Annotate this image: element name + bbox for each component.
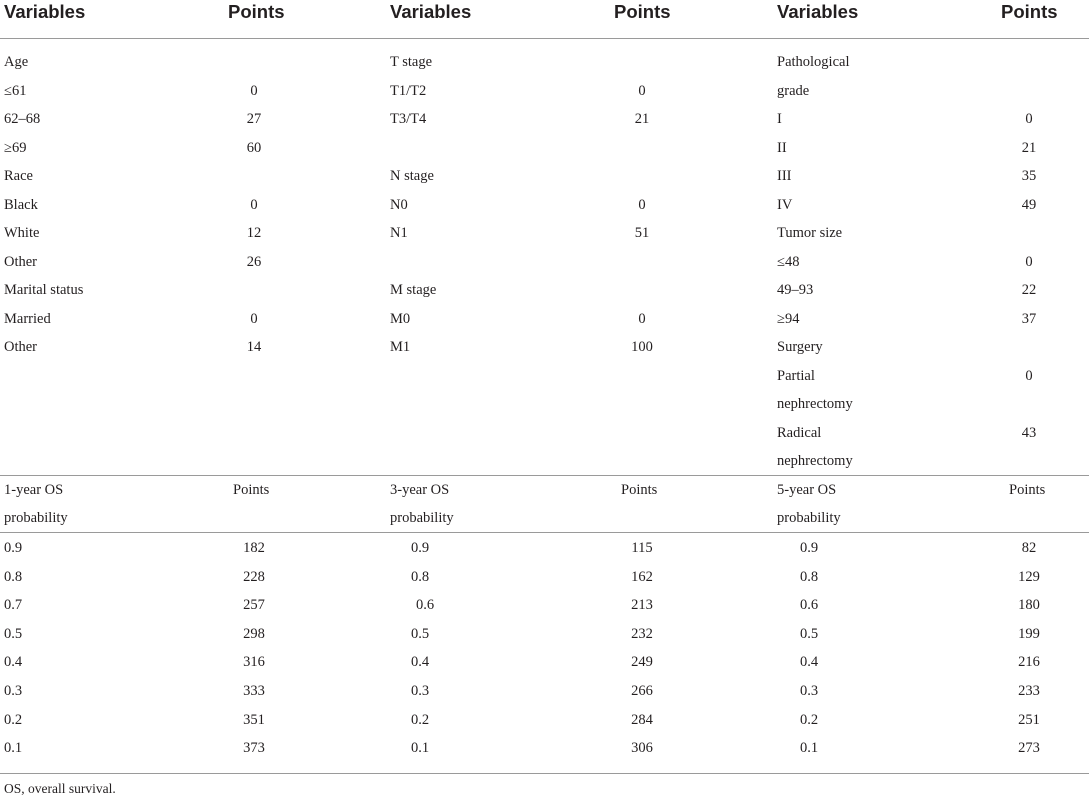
variable-points: 0 [250,311,258,327]
os5-probability: 0.8 [800,569,819,585]
variable-points: 12 [246,225,262,241]
os3-header-line2: probability [390,510,454,526]
os3-points: 232 [631,626,653,642]
header-points-1: Points [228,1,285,22]
os3-probability: 0.6 [416,597,435,613]
variable-points: 0 [1025,254,1033,270]
os1-probability: 0.1 [4,740,23,756]
variable-label: M stage [390,282,437,298]
variable-label: Radical [777,425,822,441]
variable-points: 49 [1021,197,1037,213]
header-points-3: Points [1001,1,1058,22]
os1-probability: 0.9 [4,540,23,556]
variable-label: Tumor size [777,225,843,241]
variable-label: T3/T4 [390,111,427,127]
os1-probability: 0.5 [4,626,23,642]
variable-points: 21 [1021,140,1037,156]
variable-label: III [777,168,792,184]
variable-label: T1/T2 [390,83,427,99]
variable-label: Race [4,168,33,184]
os1-points: 298 [243,626,265,642]
os1-probability: 0.3 [4,683,23,699]
variable-label: ≤48 [777,254,800,270]
variable-label: II [777,140,787,156]
variable-points: 0 [638,197,646,213]
os5-points: 82 [1021,540,1037,556]
variable-points: 37 [1021,311,1037,327]
header-variables-1: Variables [4,1,86,22]
os3-probability: 0.4 [411,654,430,670]
os3-points: 213 [631,597,653,613]
os5-points: 273 [1018,740,1040,756]
variable-points: 100 [631,339,653,355]
os1-probability: 0.7 [4,597,23,613]
variable-points: 21 [634,111,650,127]
os5-points: 251 [1018,712,1040,728]
variable-label: ≥94 [777,311,800,327]
variable-label: Other [4,339,38,355]
os1-probability: 0.8 [4,569,23,585]
os5-probability: 0.1 [800,740,819,756]
variable-label: ≤61 [4,83,27,99]
variable-points: 60 [246,140,262,156]
header-points-2: Points [614,1,671,22]
variable-label: N stage [390,168,434,184]
os1-header-line2: probability [4,510,68,526]
variable-points: 14 [246,339,262,355]
os3-header-points: Points [621,482,658,498]
variable-label: Age [4,54,29,70]
variable-points: 26 [246,254,262,270]
header-variables-2: Variables [390,1,472,22]
variable-label: Partial [777,368,815,384]
header-variables-3: Variables [777,1,859,22]
os3-probability: 0.3 [411,683,430,699]
variable-points: 27 [246,111,262,127]
variable-points: 22 [1021,282,1037,298]
os1-points: 257 [243,597,265,613]
variable-label: N1 [390,225,408,241]
os5-probability: 0.3 [800,683,819,699]
os5-points: 199 [1018,626,1040,642]
variable-label: Pathological [777,54,850,70]
variable-points: 0 [638,83,646,99]
os1-points: 316 [243,654,265,670]
variable-points: 0 [1025,111,1033,127]
variable-label: Married [4,311,51,327]
variable-label: IV [777,197,793,213]
os1-points: 373 [243,740,265,756]
variable-points: 51 [634,225,650,241]
os3-points: 266 [631,683,653,699]
os1-points: 182 [243,540,265,556]
os3-probability: 0.5 [411,626,430,642]
variable-label: nephrectomy [777,453,853,469]
os3-points: 162 [631,569,653,585]
os5-probability: 0.4 [800,654,819,670]
variable-label: grade [777,83,810,99]
variable-label: N0 [390,197,408,213]
os1-points: 228 [243,569,265,585]
os5-probability: 0.6 [800,597,819,613]
os3-probability: 0.2 [411,712,430,728]
variable-label: White [4,225,40,241]
variable-label: T stage [390,54,433,70]
variable-label: Other [4,254,38,270]
os3-probability: 0.1 [411,740,430,756]
os1-header-line1: 1-year OS [4,482,64,498]
variable-points: 0 [638,311,646,327]
os3-header-line1: 3-year OS [390,482,450,498]
os3-points: 249 [631,654,653,670]
variable-points: 0 [250,83,258,99]
os5-points: 233 [1018,683,1040,699]
variable-points: 35 [1021,168,1037,184]
os5-points: 129 [1018,569,1040,585]
variable-label: Marital status [4,282,84,298]
os3-points: 115 [631,540,653,556]
os1-probability: 0.2 [4,712,23,728]
variable-label: 62–68 [4,111,41,127]
variable-label: Black [4,197,38,213]
os1-points: 351 [243,712,265,728]
variable-label: M0 [390,311,411,327]
os5-header-line2: probability [777,510,841,526]
section-rule [0,475,1089,476]
os3-points: 306 [631,740,653,756]
variable-label: 49–93 [777,282,814,298]
os5-header-points: Points [1009,482,1046,498]
os5-probability: 0.2 [800,712,819,728]
os3-probability: 0.9 [411,540,430,556]
os-header-rule [0,532,1089,533]
header-rule [0,38,1089,39]
os1-points: 333 [243,683,265,699]
variable-label: Surgery [777,339,823,355]
os5-points: 216 [1018,654,1040,670]
os5-header-line1: 5-year OS [777,482,837,498]
os5-points: 180 [1018,597,1040,613]
variable-points: 43 [1021,425,1037,441]
variable-points: 0 [250,197,258,213]
footnote: OS, overall survival. [4,781,116,796]
os3-probability: 0.8 [411,569,430,585]
variable-label: ≥69 [4,140,27,156]
variable-label: I [777,111,782,127]
bottom-rule [0,773,1089,774]
variable-label: M1 [390,339,411,355]
variable-points: 0 [1025,368,1033,384]
os5-probability: 0.9 [800,540,819,556]
os1-probability: 0.4 [4,654,23,670]
os5-probability: 0.5 [800,626,819,642]
variable-label: nephrectomy [777,396,853,412]
os3-points: 284 [631,712,653,728]
os1-header-points: Points [233,482,270,498]
